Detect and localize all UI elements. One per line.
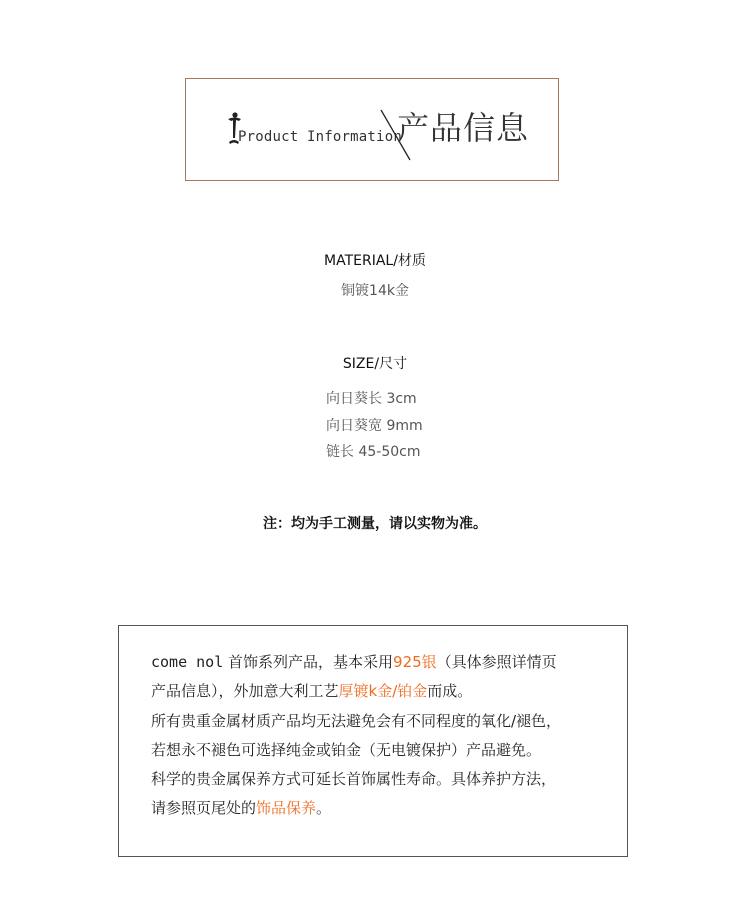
size-line-sunflower-length: 向日葵长 3cm: [326, 391, 417, 407]
english-section-title: Product Information: [238, 129, 402, 145]
description-line-3: 所有贵重金属材质产品均无法避免会有不同程度的氧化/褪色，: [151, 711, 562, 730]
size-heading: SIZE/尺寸: [342, 356, 408, 372]
highlight-plating: 厚镀k金/铂金: [338, 682, 428, 701]
measurement-note: 注：均为手工测量，请以实物为准。: [263, 516, 487, 532]
description-line-1: come nol 首饰系列产品，基本采用925银（具体参照详情页: [151, 653, 557, 671]
description-line-5: 科学的贵金属保养方式可延长首饰属性寿命。具体养护方法，: [151, 770, 557, 789]
material-value: 铜镀14k金: [341, 283, 409, 299]
product-description: [151, 648, 621, 824]
size-list: [326, 386, 423, 466]
brand-name: come nol: [151, 653, 224, 671]
description-line-2: 产品信息），外加意大利工艺厚镀k金/铂金而成。: [151, 682, 473, 701]
size-line-chain-length: 链长 45-50cm: [326, 444, 421, 460]
highlight-925-silver: 925银: [393, 653, 437, 671]
description-line-4: 若想永不褪色可选择纯金或铂金（无电镀保护）产品避免。: [151, 740, 542, 759]
highlight-jewelry-care: 饰品保养: [256, 799, 317, 818]
size-line-sunflower-width: 向日葵宽 9mm: [326, 417, 423, 434]
description-line-6: 请参照页尾处的饰品保养。: [151, 799, 332, 818]
material-heading: MATERIAL/材质: [324, 253, 426, 269]
chinese-section-title: 产品信息: [397, 109, 530, 147]
